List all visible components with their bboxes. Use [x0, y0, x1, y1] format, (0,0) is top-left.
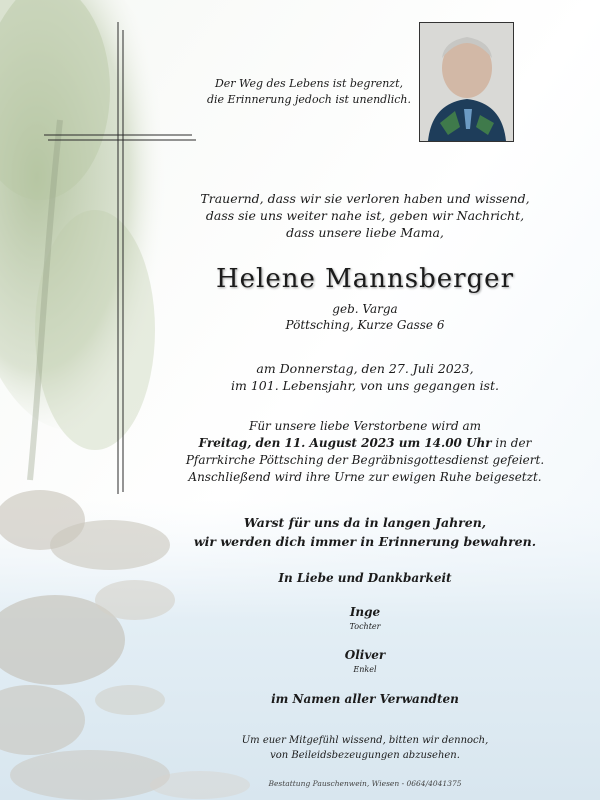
closing-phrase: In Liebe und Dankbarkeit	[278, 571, 452, 585]
funeral-home-footer: Bestattung Pauschenwein, Wiesen - 0664/4041375	[268, 779, 462, 788]
mourner-name: Oliver	[344, 648, 386, 662]
portrait-image	[420, 23, 513, 141]
maiden-name: geb. Varga	[332, 302, 398, 316]
memorial-motto	[150, 513, 580, 551]
service-line: Anschließend wird ihre Urne zur ewigen Ruhe beigesetzt.	[188, 470, 542, 484]
intro-line: dass unsere liebe Mama,	[286, 225, 444, 240]
condolence-note	[150, 733, 580, 763]
intro-line: dass sie uns weiter nahe ist, geben wir Nachricht,	[205, 208, 525, 223]
motto-line: wir werden dich immer in Erinnerung bewahren.	[193, 534, 537, 549]
intro-line: Trauernd, dass wir sie verloren haben und wissend,	[200, 191, 530, 206]
opening-quote	[196, 76, 422, 108]
death-line: im 101. Lebensjahr, von uns gegangen ist.	[231, 378, 499, 393]
death-notice	[150, 360, 580, 394]
deceased-name: Helene Mannsberger	[215, 264, 515, 294]
quote-line: die Erinnerung jedoch ist unendlich.	[206, 93, 411, 106]
mourner-relation: Tochter	[349, 622, 381, 631]
note-line: von Beileidsbezeugungen abzusehen.	[270, 750, 460, 761]
service-line	[150, 435, 580, 452]
intro-text	[150, 190, 580, 241]
quote-line: Der Weg des Lebens ist begrenzt,	[214, 77, 404, 90]
address: Pöttsching, Kurze Gasse 6	[285, 318, 445, 332]
funeral-service	[150, 418, 580, 486]
death-line: am Donnerstag, den 27. Juli 2023,	[256, 361, 474, 376]
service-line: Für unsere liebe Verstorbene wird am	[249, 419, 481, 433]
service-date: Freitag, den 11. August 2023 um 14.00 Uhr	[198, 436, 492, 450]
deceased-details	[150, 301, 580, 333]
note-line: Um euer Mitgefühl wissend, bitten wir dennoch,	[241, 735, 489, 746]
motto-line: Warst für uns da in langen Jahren,	[243, 515, 487, 530]
service-line-rest: in der	[491, 436, 532, 450]
relatives-line: im Namen aller Verwandten	[271, 692, 459, 706]
service-line: Pfarrkirche Pöttsching der Begräbnisgottesdienst gefeiert.	[185, 453, 545, 467]
mourner-name: Inge	[349, 605, 381, 619]
mourner-relation: Enkel	[353, 665, 377, 674]
portrait-photo	[419, 22, 514, 142]
